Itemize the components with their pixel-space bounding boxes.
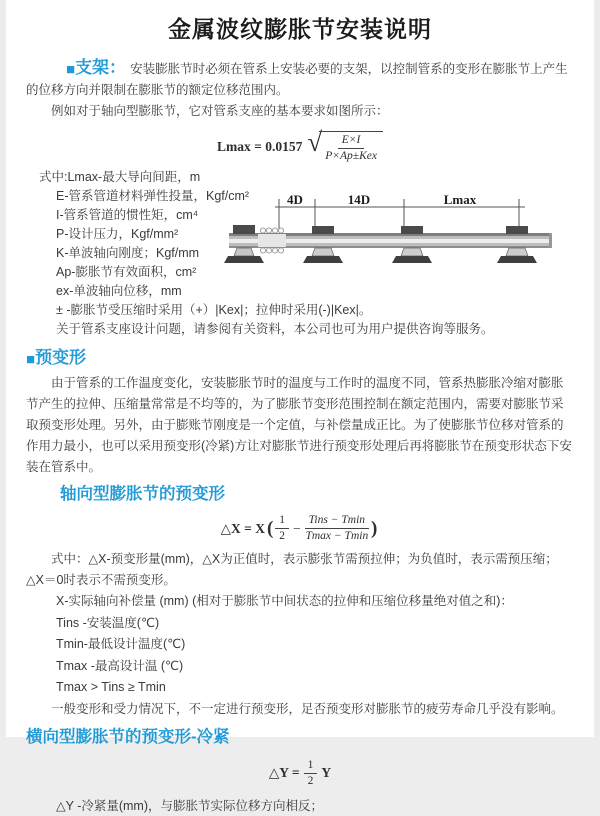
lateral-formula-fraction [304,759,318,788]
axial-note: 一般变形和受力情况下，不一定进行预变形，足否预变形对膨胀节的疲劳寿命几乎没有影响。 [51,701,564,716]
support-example-line: 例如对于轴向型膨胀节，它对管系支座的基本要求如图所示： [51,104,389,118]
predeform-section-line [26,347,574,370]
support-intro-paragraph [26,57,574,101]
close-paren: ) [371,518,378,539]
minus-sign: − [293,520,301,536]
pipe-support-diagram [227,192,582,290]
half-denominator: 2 [279,530,286,542]
axial-formula [26,514,574,543]
half-numerator: 1 [304,759,318,774]
support-section-header: 支架： [75,58,127,77]
radical-sign: √ [307,127,323,157]
document-page [6,0,594,813]
half-numerator: 1 [275,514,289,529]
dimension-label-lmax: Lmax [443,192,477,207]
definition-item: P-设计压力，Kgf/mm² [56,227,179,241]
tmin-definition: Tmin-最低设计温度(℃) [56,637,186,651]
axial-formula-explanation: 式中：△X-预变形量(mm)，△X为正值时，表示膨张节需预拉伸；为负值时，表示需预压缩；△X＝0时表示不需预变形。 [26,552,558,587]
section-square-icon: ■ [66,61,76,78]
axial-formula-half-fraction [275,514,289,543]
definition-item: 式中:Lmax-最大导向间距，m [39,170,201,184]
temperature-relation: Tmax > Tins ≥ Tmin [56,680,166,694]
axial-formula-lhs: △X = X [220,520,265,536]
axial-subsection-header: 轴向型膨胀节的预变形 [60,485,225,503]
support-intro-text: 安装膨胀节时必须在管系上安装必要的支架，以控制管系的变形在膨胀节上产生的位移方向并限制在膨胀节的额定位移范围内。 [26,62,568,97]
half-denominator: 2 [307,774,314,787]
definitions-and-diagram [26,168,574,339]
lateral-note: △Y -冷紧量(mm)，与膨胀节实际位移方向相反； [56,798,324,813]
support-note: 关于管系支座设计问题，请参阅有关资料，本公司也可为用户提供咨询等服务。 [56,322,494,336]
lmax-formula-fraction [319,131,383,163]
dimension-label-14d: 14D [347,192,371,207]
lateral-formula-lhs: △Y = [268,765,300,780]
definition-item: ex-单波轴向位移，mm [56,284,182,298]
predeform-section-header: 预变形 [35,348,87,367]
definition-item: I-管系管道的惯性矩，cm⁴ [56,208,199,222]
lmax-formula-lhs: Lmax = 0.0157 [217,138,303,154]
definition-item: Ap-膨胀节有效面积，cm² [56,265,197,279]
lateral-formula [26,759,574,788]
lmax-formula-denominator: P×Ap±Kex [325,150,377,162]
open-paren: ( [266,518,274,539]
axial-formula-temp-fraction [305,514,369,543]
bellows-icon [258,228,286,253]
tmax-definition: Tmax -最高设计温 (℃) [56,658,184,673]
lmax-formula-sqrt [307,127,383,163]
lmax-formula-numerator: E×I [338,134,365,149]
x-definition: X-实际轴向补偿量 (mm) (相对于膨胀节中间状态的拉伸和压缩位移量绝对值之和)： [56,594,513,608]
definition-item: K-单波轴向刚度；Kgf/mm [56,246,200,260]
definition-item: ± -膨胀节受压缩时采用（+）|Kex|；拉伸时采用(-)|Kex|。 [56,303,372,317]
predeform-body-paragraph: 由于管系的工作温度变化，安装膨胀节时的温度与工作时的温度不同，管系热膨胀冷缩对膨胀节产生的拉伸、压缩量常常是不均等的，为了膨胀节变形范围控制在额定范围内，需要对膨胀节采取预变形处理。另外，由于膨账节刚度是一个定值，与补偿量成正比。为了使膨胀节位移对管系的作用力最小，也可以采用预变形(冷紧)方让对膨胀节进行预变形处理后再将膨胀节在预变形状态下安装在管系中。 [26,376,572,474]
page-title: 金属波纹膨胀节安装说明 [168,16,432,42]
lateral-subsection-header: 横向型膨胀节的预变形-冷紧 [26,727,230,746]
definition-item: E-管系管道材料弹性投量，Kgf/cm² [56,189,250,203]
lmax-formula [26,127,574,163]
tins-definition: Tins -安装温度(℃) [56,615,160,630]
lateral-formula-rhs: Y [321,765,332,780]
temp-numerator: Tins − Tmin [305,514,369,529]
temp-denominator: Tmax − Tmin [305,530,369,542]
section-square-icon: ■ [26,351,36,368]
dimension-label-4d: 4D [287,192,303,207]
